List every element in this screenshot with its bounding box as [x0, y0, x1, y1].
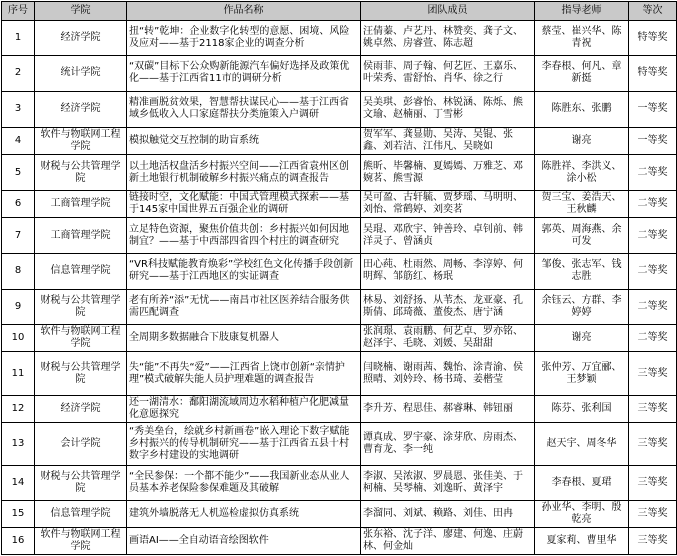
- cell-title: 链接时空，文化赋能：中国式管理模式探索——基于145家中国世界五百强企业的调研: [127, 191, 361, 218]
- cell-members: 张东裕、沈子洋、廖建、何逸、庄蔚林、何金灿: [361, 527, 535, 554]
- cell-title: 全周期多数据融合下肢康复机器人: [127, 325, 361, 352]
- table-row: [2, 127, 677, 154]
- table-row: [2, 191, 677, 218]
- cell-members: 汪倩蓁、卢艺丹、林赞奕、龚子文、姚卓然、房睿萱、陈志超: [361, 21, 535, 56]
- award-table: [1, 1, 677, 555]
- cell-award: 一等奖: [629, 127, 677, 154]
- cell-members: 田心莼、杜雨然、周畅、李淳婷、何明辉、邹筋红、杨珉: [361, 253, 535, 289]
- cell-index: 15: [2, 500, 35, 527]
- cell-title: 失“能”不再失“爱”——江西省上饶市创新“亲情护理”模式破解失能人员护理难题的调查报告: [127, 352, 361, 396]
- cell-advisors: 贺三宝、姜浩天、王秋麟: [535, 191, 629, 218]
- cell-advisors: 郭英、周海燕、余可发: [535, 218, 629, 253]
- cell-members: 林易、刘舒扬、从苇杰、龙亚豪、孔斯倩、邱琦薇、董俊杰、唐宁涵: [361, 290, 535, 325]
- cell-award: 二等奖: [629, 253, 677, 289]
- cell-title: 建筑外墙脱落无人机巡检虚拟仿真系统: [127, 500, 361, 527]
- cell-advisors: 赵天宇、周冬华: [535, 422, 629, 465]
- table-row: [2, 154, 677, 190]
- cell-index: 13: [2, 422, 35, 465]
- header-members: 团队成员: [361, 2, 535, 21]
- cell-award: 三等奖: [629, 352, 677, 396]
- cell-advisors: 孙业华、李明、殷乾亮: [535, 500, 629, 527]
- cell-award: 二等奖: [629, 191, 677, 218]
- table-row: [2, 290, 677, 325]
- cell-advisors: 余钰云、方群、李婷婷: [535, 290, 629, 325]
- cell-advisors: 李春根、何凡、章新挺: [535, 56, 629, 91]
- cell-members: 熊昕、毕馨楠、夏嫣嫣、万雅芝、邓婉茗、熊雪源: [361, 154, 535, 190]
- cell-members: 闫晓楠、谢雨茜、魏怡、涂青渝、侯照晴、刘妗玲、杨书琦、姜楷莹: [361, 352, 535, 396]
- cell-title: 画语AI——全自动语音绘图软件: [127, 527, 361, 554]
- header-index: 序号: [2, 2, 35, 21]
- table-row: [2, 395, 677, 422]
- cell-college: 软件与物联网工程学院: [35, 127, 127, 154]
- cell-award: 三等奖: [629, 527, 677, 554]
- cell-members: 李溜同、刘斌、赖路、刘佳、田冉: [361, 500, 535, 527]
- cell-advisors: 蔡莹、崔兴华、陈青祝: [535, 21, 629, 56]
- cell-members: 吴可盈、古轩毓、贾梦瑶、马明明、刘怡、常鹤婷、刘奕茗: [361, 191, 535, 218]
- cell-members: 谭真成、罗宇豪、涂芽欣、房雨杰、曹育龙、李一纯: [361, 422, 535, 465]
- cell-advisors: 陈芬、张利国: [535, 395, 629, 422]
- cell-advisors: 夏家莉、曹里华: [535, 527, 629, 554]
- cell-college: 会计学院: [35, 422, 127, 465]
- table-row: [2, 325, 677, 352]
- cell-title: “双碳”目标下公众购新能源汽车偏好选择及政策优化——基于江西省11市的调研分析: [127, 56, 361, 91]
- cell-award: 特等奖: [629, 21, 677, 56]
- cell-award: 三等奖: [629, 422, 677, 465]
- cell-members: 贺军军、龚显勋、吴涛、吴锟、张鑫、刘若洁、江伟凡、吴晓如: [361, 127, 535, 154]
- table-row: [2, 218, 677, 253]
- table-row: [2, 253, 677, 289]
- cell-title: 老有所养“添”无忧——南昌市社区医养结合服务供需匹配调查: [127, 290, 361, 325]
- cell-advisors: 李春根、夏珺: [535, 465, 629, 500]
- cell-members: 李淑、吴浓淑、罗晨恩、张佳美、于柯楠、吴琴楠、刘逸昕、黄泽宇: [361, 465, 535, 500]
- cell-index: 2: [2, 56, 35, 91]
- cell-index: 10: [2, 325, 35, 352]
- cell-members: 吴美琪、彭睿怡、林锐涵、陈烁、熊文瑜、赵楠丽、丁雪彬: [361, 91, 535, 127]
- cell-advisors: 陈胜祥、李洪义、涂小松: [535, 154, 629, 190]
- cell-college: 财税与公共管理学院: [35, 154, 127, 190]
- cell-index: 6: [2, 191, 35, 218]
- cell-index: 8: [2, 253, 35, 289]
- cell-title: 扭“转”乾坤：企业数字化转型的意愿、困境、风险及应对——基于2118家企业的调查分析: [127, 21, 361, 56]
- cell-advisors: 邹俊、张志军、钱志胜: [535, 253, 629, 289]
- cell-college: 工商管理学院: [35, 191, 127, 218]
- cell-index: 7: [2, 218, 35, 253]
- cell-college: 财税与公共管理学院: [35, 465, 127, 500]
- cell-index: 11: [2, 352, 35, 396]
- table-row: [2, 56, 677, 91]
- cell-title: 以土地活权盘活乡村振兴空间——江西省袁州区创新土地银行机制破解乡村振兴痛点的调查报告: [127, 154, 361, 190]
- cell-advisors: 张仲芳、万宜郦、王梦颖: [535, 352, 629, 396]
- table-row: [2, 21, 677, 56]
- cell-award: 二等奖: [629, 290, 677, 325]
- cell-index: 4: [2, 127, 35, 154]
- table-row: [2, 422, 677, 465]
- cell-college: 软件与物联网工程学院: [35, 325, 127, 352]
- cell-award: 特等奖: [629, 56, 677, 91]
- cell-index: 3: [2, 91, 35, 127]
- header-title: 作品名称: [127, 2, 361, 21]
- cell-college: 财税与公共管理学院: [35, 290, 127, 325]
- cell-members: 吴琨、邓欣宇、钟善玲、卓钊前、韩洋灵子、曾涵贞: [361, 218, 535, 253]
- table-row: [2, 352, 677, 396]
- cell-award: 三等奖: [629, 465, 677, 500]
- cell-college: 经济学院: [35, 91, 127, 127]
- cell-award: 二等奖: [629, 218, 677, 253]
- cell-title: 模拟触觉交互控制的助盲系统: [127, 127, 361, 154]
- cell-index: 14: [2, 465, 35, 500]
- table-body: [2, 21, 677, 555]
- cell-college: 信息管理学院: [35, 253, 127, 289]
- cell-college: 经济学院: [35, 395, 127, 422]
- cell-index: 16: [2, 527, 35, 554]
- cell-index: 12: [2, 395, 35, 422]
- cell-advisors: 陈胜东、张鹏: [535, 91, 629, 127]
- cell-advisors: 谢亮: [535, 127, 629, 154]
- header-college: 学院: [35, 2, 127, 21]
- cell-title: 还一湖清水：鄱阳湖流域周边水稻种植户化肥减量化意愿探究: [127, 395, 361, 422]
- cell-college: 信息管理学院: [35, 500, 127, 527]
- cell-award: 二等奖: [629, 154, 677, 190]
- table-row: [2, 527, 677, 554]
- cell-award: 二等奖: [629, 325, 677, 352]
- cell-award: 三等奖: [629, 395, 677, 422]
- cell-members: 侯雨菲、周子翰、何艺匠、王嘉乐、叶荣秀、雷舒怡、肖华、徐之行: [361, 56, 535, 91]
- table-row: [2, 91, 677, 127]
- cell-award: 一等奖: [629, 91, 677, 127]
- cell-index: 1: [2, 21, 35, 56]
- cell-advisors: 谢亮: [535, 325, 629, 352]
- header-row: [2, 2, 677, 21]
- cell-index: 9: [2, 290, 35, 325]
- table-row: [2, 500, 677, 527]
- cell-title: 立足特色资源，聚焦价值共创：乡村振兴如何因地制宜？——基于中西部四省四个村庄的调查研究: [127, 218, 361, 253]
- cell-members: 张润璟、袁雨鹏、何艺卓、罗亦铭、赵泽宇、毛晓、刘媛、吴甜甜: [361, 325, 535, 352]
- header-advisors: 指导老师: [535, 2, 629, 21]
- cell-title: 精准画脱贫效果，智慧帮扶谋民心——基于江西省域乡低收入人口家庭帮扶分类施策入户调研: [127, 91, 361, 127]
- cell-title: “VR科技赋能教育焕彩”学校红色文化传播手段创新研究——基于江西地区的实证调查: [127, 253, 361, 289]
- cell-college: 经济学院: [35, 21, 127, 56]
- cell-college: 软件与物联网工程学院: [35, 527, 127, 554]
- table-row: [2, 465, 677, 500]
- cell-index: 5: [2, 154, 35, 190]
- cell-title: “秀美垒台，绘就乡村新画卷”嵌入理论下数字赋能乡村振兴的传导机制研究——基于江西省五县十村数字乡村建设的实地调研: [127, 422, 361, 465]
- cell-title: “全民参保：一个都不能少”——我国新业态从业人员基本养老保险参保难题及其破解: [127, 465, 361, 500]
- cell-college: 统计学院: [35, 56, 127, 91]
- cell-college: 财税与公共管理学院: [35, 352, 127, 396]
- cell-award: 三等奖: [629, 500, 677, 527]
- cell-college: 工商管理学院: [35, 218, 127, 253]
- header-award: 等次: [629, 2, 677, 21]
- cell-members: 李升芳、程思佳、郝睿琳、韩钮丽: [361, 395, 535, 422]
